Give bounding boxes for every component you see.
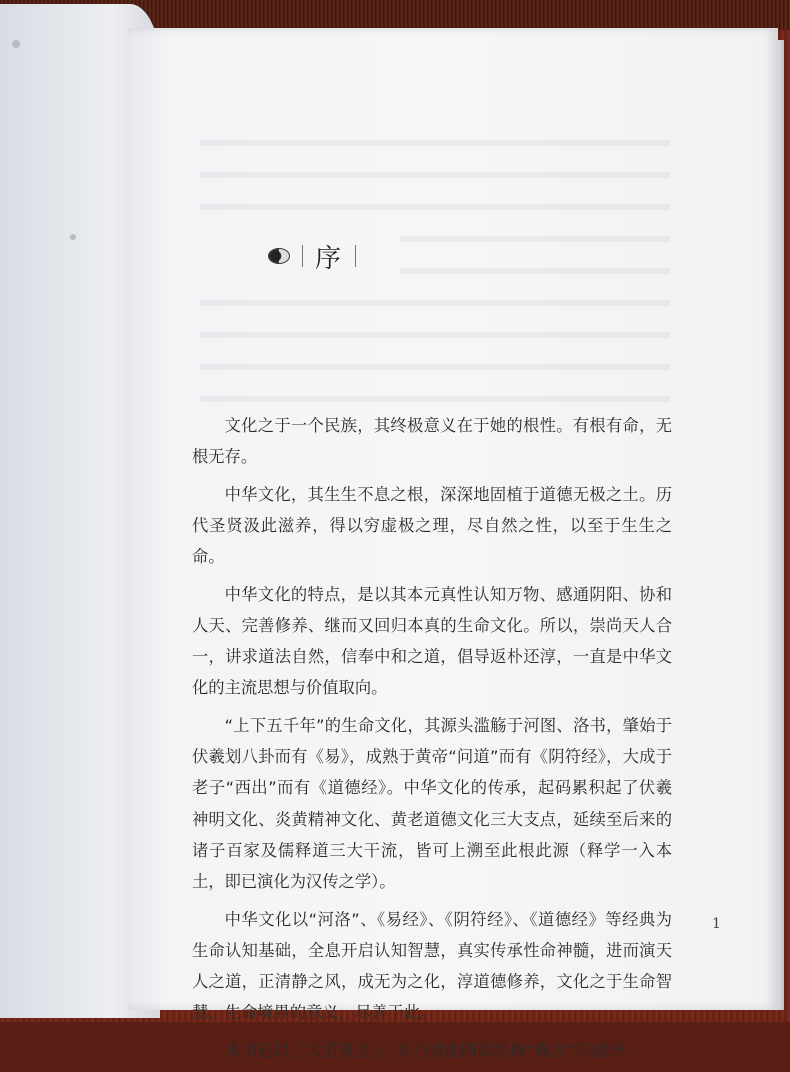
paragraph: 中华文化以“河洛”、《易经》、《阴符经》、《道德经》等经典为生命认知基础，全息开启认知智慧，真实传承性命神髓，进而演天人之道，正清静之风，成无为之化，淳道德修养，文化之于生命智慧、生命境界的意义，尽善于此。 [192, 909, 672, 1023]
paragraph: 文化之于一个民族，其终极意义在于她的根性。有根有命，无根无存。 [192, 416, 672, 467]
show-through-line [200, 332, 670, 338]
paper-speck [70, 234, 76, 240]
page-number: 1 [712, 916, 721, 932]
preface-body [192, 410, 672, 1072]
page-edge [778, 40, 784, 1010]
chapter-heading [268, 236, 356, 276]
show-through-line [200, 172, 670, 178]
paragraph: 中华文化的特点，是以其本元真性认知万物、感通阴阳、协和人天、完善修养、继而又回归本真的生命文化。所以，崇尚天人合一，讲求道法自然，信奉中和之道，倡导返朴还淳，一直是中华文化的主流思想与价值取向。 [192, 584, 672, 698]
paragraph: 中华文化，其生生不息之根，深深地固植于道德无极之土。历代圣贤汲此滋养，得以穷虚极之理，尽自然之性，以至于生生之命。 [192, 484, 672, 567]
chapter-title: 序 [315, 243, 344, 274]
show-through-line [200, 140, 670, 146]
show-through-line [200, 204, 670, 210]
show-through-line [400, 236, 670, 242]
paragraph: “上下五千年”的生命文化，其源头滥觞于河图、洛书，肇始于伏羲划八卦而有《易》，成熟于黄帝“问道”而有《阴符经》，大成于老子“西出”而有《道德经》。中华文化的传承，起码累积起了伏羲神明文化、炎黄精神文化、黄老道德文化三大支点，延续至后来的诸子百家及儒释道三大干流，皆可上溯至此根此源（释学一入本土，即已演化为汉传之学）。 [192, 716, 672, 892]
yin-yang-icon [268, 248, 290, 264]
paragraph: 本书冠以《大道真言》，实乃对此四部经典“真言”的感悟： [224, 1040, 641, 1060]
show-through-line [200, 364, 670, 370]
show-through-line [200, 300, 670, 306]
paper-speck [12, 40, 20, 48]
show-through-line [200, 396, 670, 402]
show-through-line [400, 268, 670, 274]
heading-divider [302, 245, 303, 267]
heading-divider [355, 245, 356, 267]
